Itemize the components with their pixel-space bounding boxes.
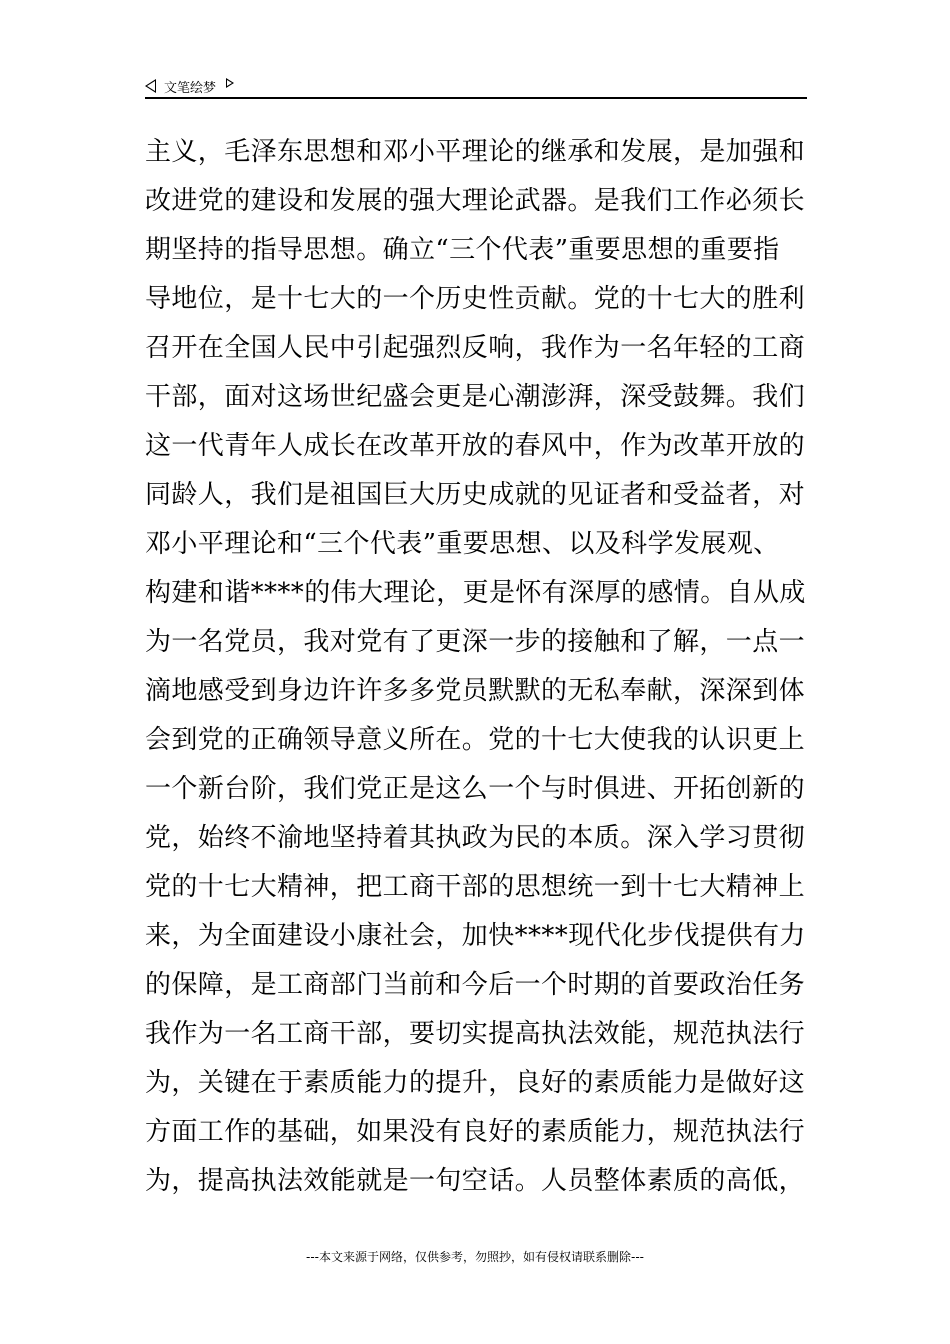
text-line: 党的十七大精神，把工商干部的思想统一到十七大精神上	[145, 872, 806, 902]
text-line: 主义，毛泽东思想和邓小平理论的继承和发展，是加强和	[145, 137, 806, 167]
text-line: 这一代青年人成长在改革开放的春风中，作为改革开放的	[145, 431, 806, 461]
text-line: 同龄人，我们是祖国巨大历史成就的见证者和受益者，对	[145, 480, 806, 510]
triangle-right-icon	[226, 78, 234, 88]
text-line: 改进党的建设和发展的强大理论武器。是我们工作必须长	[145, 186, 806, 216]
header-divider	[145, 97, 807, 99]
text-line: 为，提高执法效能就是一句空话。人员整体素质的高低，	[145, 1166, 806, 1196]
text-line: 为，关键在于素质能力的提升，良好的素质能力是做好这	[145, 1068, 806, 1098]
text-line: 会到党的正确领导意义所在。党的十七大使我的认识更上	[145, 725, 806, 755]
text-line: 导地位，是十七大的一个历史性贡献。党的十七大的胜利	[145, 284, 806, 314]
text-line: 滴地感受到身边许许多多党员默默的无私奉献，深深到体	[145, 676, 806, 706]
text-line: 党，始终不渝地坚持着其执政为民的本质。深入学习贯彻	[145, 823, 806, 853]
text-line: 我作为一名工商干部，要切实提高执法效能，规范执法行	[145, 1019, 806, 1049]
header-title: 文笔绘梦	[164, 80, 217, 96]
page-header	[145, 74, 807, 98]
text-line: 的保障，是工商部门当前和今后一个时期的首要政治任务	[145, 970, 806, 1000]
text-line: 期坚持的指导思想。确立“三个代表”重要思想的重要指	[145, 235, 780, 265]
text-line: 为一名党员，我对党有了更深一步的接触和了解，一点一	[145, 627, 806, 657]
text-line: 干部，面对这场世纪盛会更是心潮澎湃，深受鼓舞。我们	[145, 382, 806, 412]
text-line: 构建和谐****的伟大理论，更是怀有深厚的感情。自从成	[145, 578, 806, 608]
text-line: 邓小平理论和“三个代表”重要思想、以及科学发展观、	[145, 529, 780, 559]
text-line: 来，为全面建设小康社会，加快****现代化步伐提供有力	[145, 921, 806, 951]
text-line: 一个新台阶，我们党正是这么一个与时俱进、开拓创新的	[145, 774, 806, 804]
document-body	[145, 128, 815, 1206]
text-line: 方面工作的基础，如果没有良好的素质能力，规范执法行	[145, 1117, 806, 1147]
footer-disclaimer: ---本文来源于网络，仅供参考，勿照抄，如有侵权请联系删除---	[306, 1250, 644, 1264]
text-line: 召开在全国人民中引起强烈反响，我作为一名年轻的工商	[145, 333, 806, 363]
triangle-left-icon	[145, 79, 156, 93]
